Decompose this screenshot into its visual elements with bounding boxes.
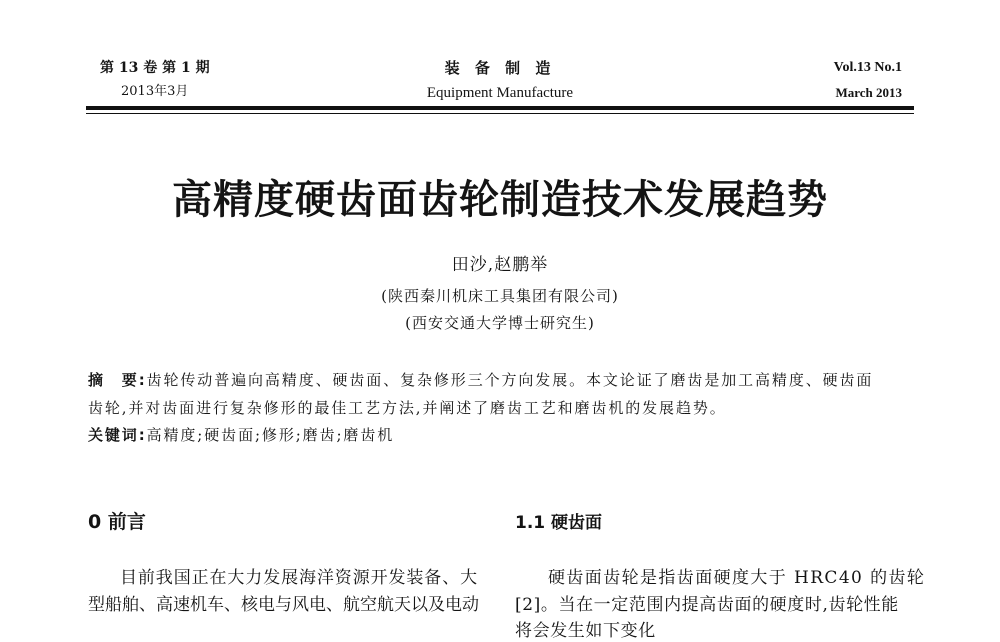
affiliation-1: (陕西秦川机床工具集团有限公司) xyxy=(381,287,619,305)
hard-surface-body-line-3-clip xyxy=(515,620,815,641)
hard-surface-body-line-2: [2]。当在一定范围内提高齿面的硬度时,齿轮性能 xyxy=(515,595,899,615)
keywords-text: 高精度;硬齿面;修形;磨齿;磨齿机 xyxy=(146,426,395,444)
section-heading-intro: 0 前言 xyxy=(88,511,146,533)
affiliation-2: (西安交通大学博士研究生) xyxy=(405,314,595,332)
abstract-text-1: 齿轮传动普遍向高精度、硬齿面、复杂修形三个方向发展。本文论证了磨齿是加工高精度、硬齿面 xyxy=(146,371,874,389)
hard-surface-body-line-1: 硬齿面齿轮是指齿面硬度大于 HRC40 的齿轮 xyxy=(548,568,926,588)
abstract-line-2 xyxy=(88,398,727,418)
header-journal-en: Equipment Manufacture xyxy=(426,85,574,101)
header-volume-issue-en: Vol.13 No.1 xyxy=(833,60,902,75)
keywords-label: 关键词: xyxy=(88,426,147,444)
abstract-line-1 xyxy=(88,370,873,390)
header-journal-cn: 装 备 制 造 xyxy=(444,59,556,77)
abstract-text-2: 齿轮,并对齿面进行复杂修形的最佳工艺方法,并阐述了磨齿工艺和磨齿机的发展趋势。 xyxy=(88,399,727,417)
header-date-cn: 2013年3月 xyxy=(121,84,189,99)
keywords-line xyxy=(88,425,394,445)
abstract-label: 摘 要: xyxy=(88,371,147,389)
header-date-en: March 2013 xyxy=(835,85,902,100)
paper-title: 高精度硬齿面齿轮制造技术发展趋势 xyxy=(172,177,828,223)
paper-authors: 田沙,赵鹏举 xyxy=(451,255,549,275)
intro-body-line-1: 目前我国正在大力发展海洋资源开发装备、大 xyxy=(120,568,478,588)
header-rule-thin xyxy=(86,113,914,114)
intro-body-line-2: 型船舶、高速机车、核电与风电、航空航天以及电动 xyxy=(88,595,479,615)
header-rule-thick xyxy=(86,106,914,110)
header-volume-issue-cn: 第 13 卷 第 1 期 xyxy=(100,60,210,76)
hard-surface-body-line-3: 将会发生如下变化 xyxy=(515,621,656,641)
section-heading-hard-surface: 1.1 硬齿面 xyxy=(515,513,603,533)
